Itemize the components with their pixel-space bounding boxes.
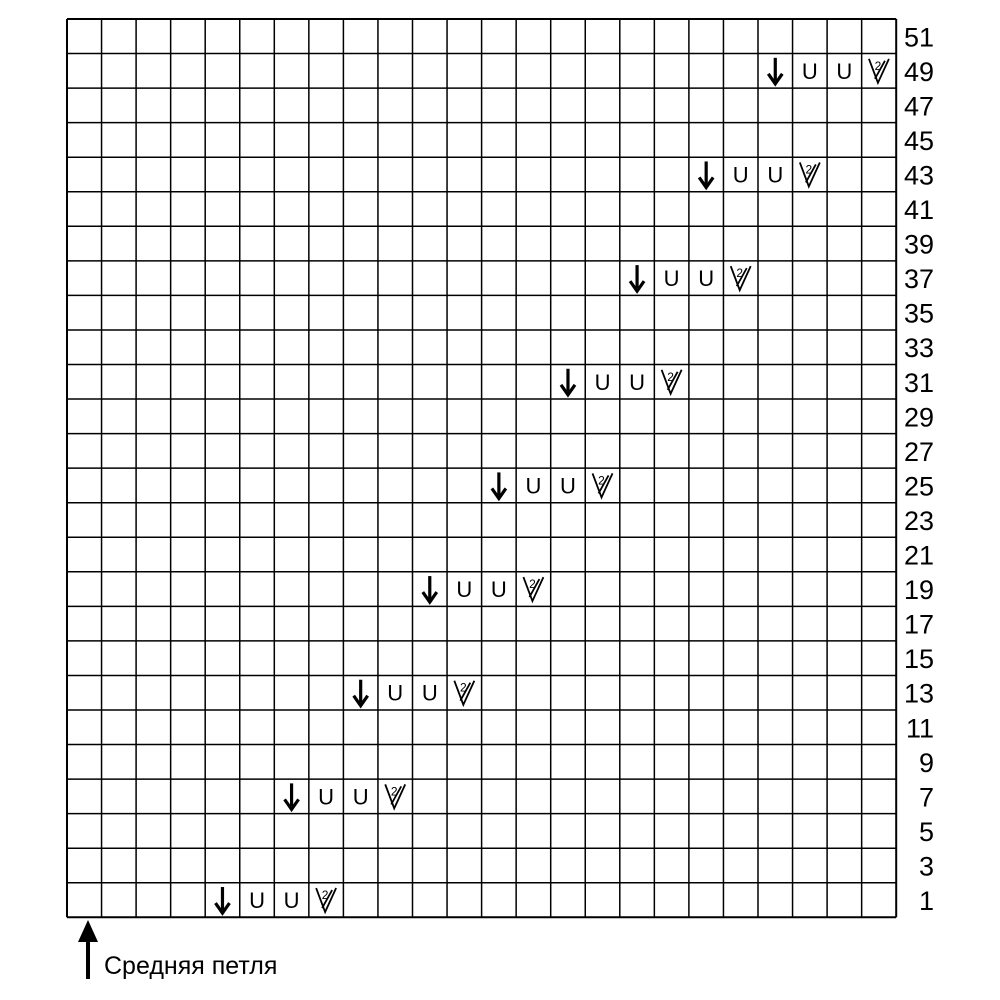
row-label: 31: [903, 367, 934, 398]
yarn-over-symbol: U: [352, 784, 369, 810]
decrease-mark: 2: [874, 58, 882, 73]
chart-grid: [67, 19, 896, 917]
yarn-over-symbol: U: [629, 369, 646, 395]
row-label: 27: [903, 436, 934, 467]
row-label: 39: [903, 229, 934, 260]
row-label: 37: [903, 264, 934, 295]
decrease-mark: 2: [667, 369, 674, 384]
yarn-over-symbol: U: [249, 888, 265, 914]
row-label: 33: [903, 333, 934, 364]
decrease-2-icon: [731, 266, 751, 290]
decrease-2-icon: [869, 59, 889, 83]
pattern-row-31: [561, 369, 682, 395]
yarn-over-symbol: U: [421, 680, 438, 706]
decrease-mark: 2: [459, 680, 467, 695]
row-label: 17: [903, 609, 934, 640]
row-label: 49: [903, 56, 934, 87]
row-label: 45: [903, 125, 934, 156]
decrease-mark: 2: [598, 473, 605, 488]
decrease-mark: 2: [390, 784, 398, 799]
row-label: 23: [903, 505, 934, 536]
chart-symbols: [215, 58, 888, 913]
row-label: 3: [918, 851, 934, 882]
row-label: 9: [918, 747, 934, 778]
slip-down-arrow-icon: [492, 472, 506, 498]
row-label: 7: [918, 782, 934, 813]
decrease-mark: 2: [736, 266, 744, 281]
row-number-labels: [904, 22, 934, 916]
yarn-over-symbol: U: [767, 162, 784, 188]
center-stitch-caption: [78, 920, 277, 980]
decrease-2-icon: [454, 681, 474, 705]
yarn-over-symbol: U: [663, 266, 680, 292]
decrease-2-icon: [523, 577, 543, 601]
decrease-2-icon: [593, 473, 613, 497]
row-label: 35: [903, 298, 934, 329]
decrease-mark: 2: [321, 888, 329, 903]
pattern-row-7: [285, 783, 406, 809]
decrease-2-icon: [385, 784, 405, 808]
row-label: 11: [905, 713, 934, 744]
row-label: 21: [903, 540, 934, 571]
yarn-over-symbol: U: [698, 266, 715, 292]
row-label: 19: [903, 575, 934, 606]
yarn-over-symbol: U: [836, 58, 853, 84]
slip-down-arrow-icon: [699, 161, 713, 187]
row-label: 25: [903, 471, 934, 502]
row-label: 43: [903, 160, 934, 191]
slip-down-arrow-icon: [561, 369, 575, 395]
row-label: 51: [903, 22, 934, 53]
up-arrow-icon: [78, 920, 98, 979]
yarn-over-symbol: U: [594, 369, 611, 395]
yarn-over-symbol: U: [801, 58, 818, 84]
pattern-row-13: [354, 680, 475, 706]
yarn-over-symbol: U: [732, 162, 749, 188]
decrease-2-icon: [800, 162, 820, 186]
yarn-over-symbol: U: [490, 577, 507, 603]
pattern-row-37: [630, 265, 751, 291]
row-label: 5: [918, 816, 934, 847]
slip-down-arrow-icon: [630, 265, 644, 291]
pattern-row-19: [423, 576, 544, 602]
decrease-mark: 2: [529, 577, 536, 592]
center-stitch-label: Средняя петля: [104, 952, 278, 980]
slip-down-arrow-icon: [215, 887, 229, 913]
yarn-over-symbol: U: [560, 473, 576, 499]
slip-down-arrow-icon: [768, 58, 782, 84]
row-label: 15: [903, 644, 934, 675]
pattern-row-25: [492, 472, 613, 498]
yarn-over-symbol: U: [318, 784, 335, 810]
row-label: 1: [918, 886, 934, 917]
row-label: 41: [903, 195, 934, 226]
decrease-2-icon: [316, 888, 336, 912]
yarn-over-symbol: U: [387, 680, 404, 706]
slip-down-arrow-icon: [354, 680, 368, 706]
row-label: 29: [903, 402, 934, 433]
row-label: 13: [903, 678, 934, 709]
yarn-over-symbol: U: [525, 473, 542, 499]
pattern-row-1: [215, 887, 336, 913]
yarn-over-symbol: U: [283, 888, 300, 914]
row-label: 47: [903, 91, 934, 122]
pattern-row-43: [699, 161, 820, 187]
slip-down-arrow-icon: [285, 783, 299, 809]
yarn-over-symbol: U: [456, 577, 473, 603]
slip-down-arrow-icon: [423, 576, 437, 602]
decrease-mark: 2: [805, 162, 813, 177]
decrease-2-icon: [662, 370, 682, 394]
pattern-row-49: [768, 58, 889, 84]
